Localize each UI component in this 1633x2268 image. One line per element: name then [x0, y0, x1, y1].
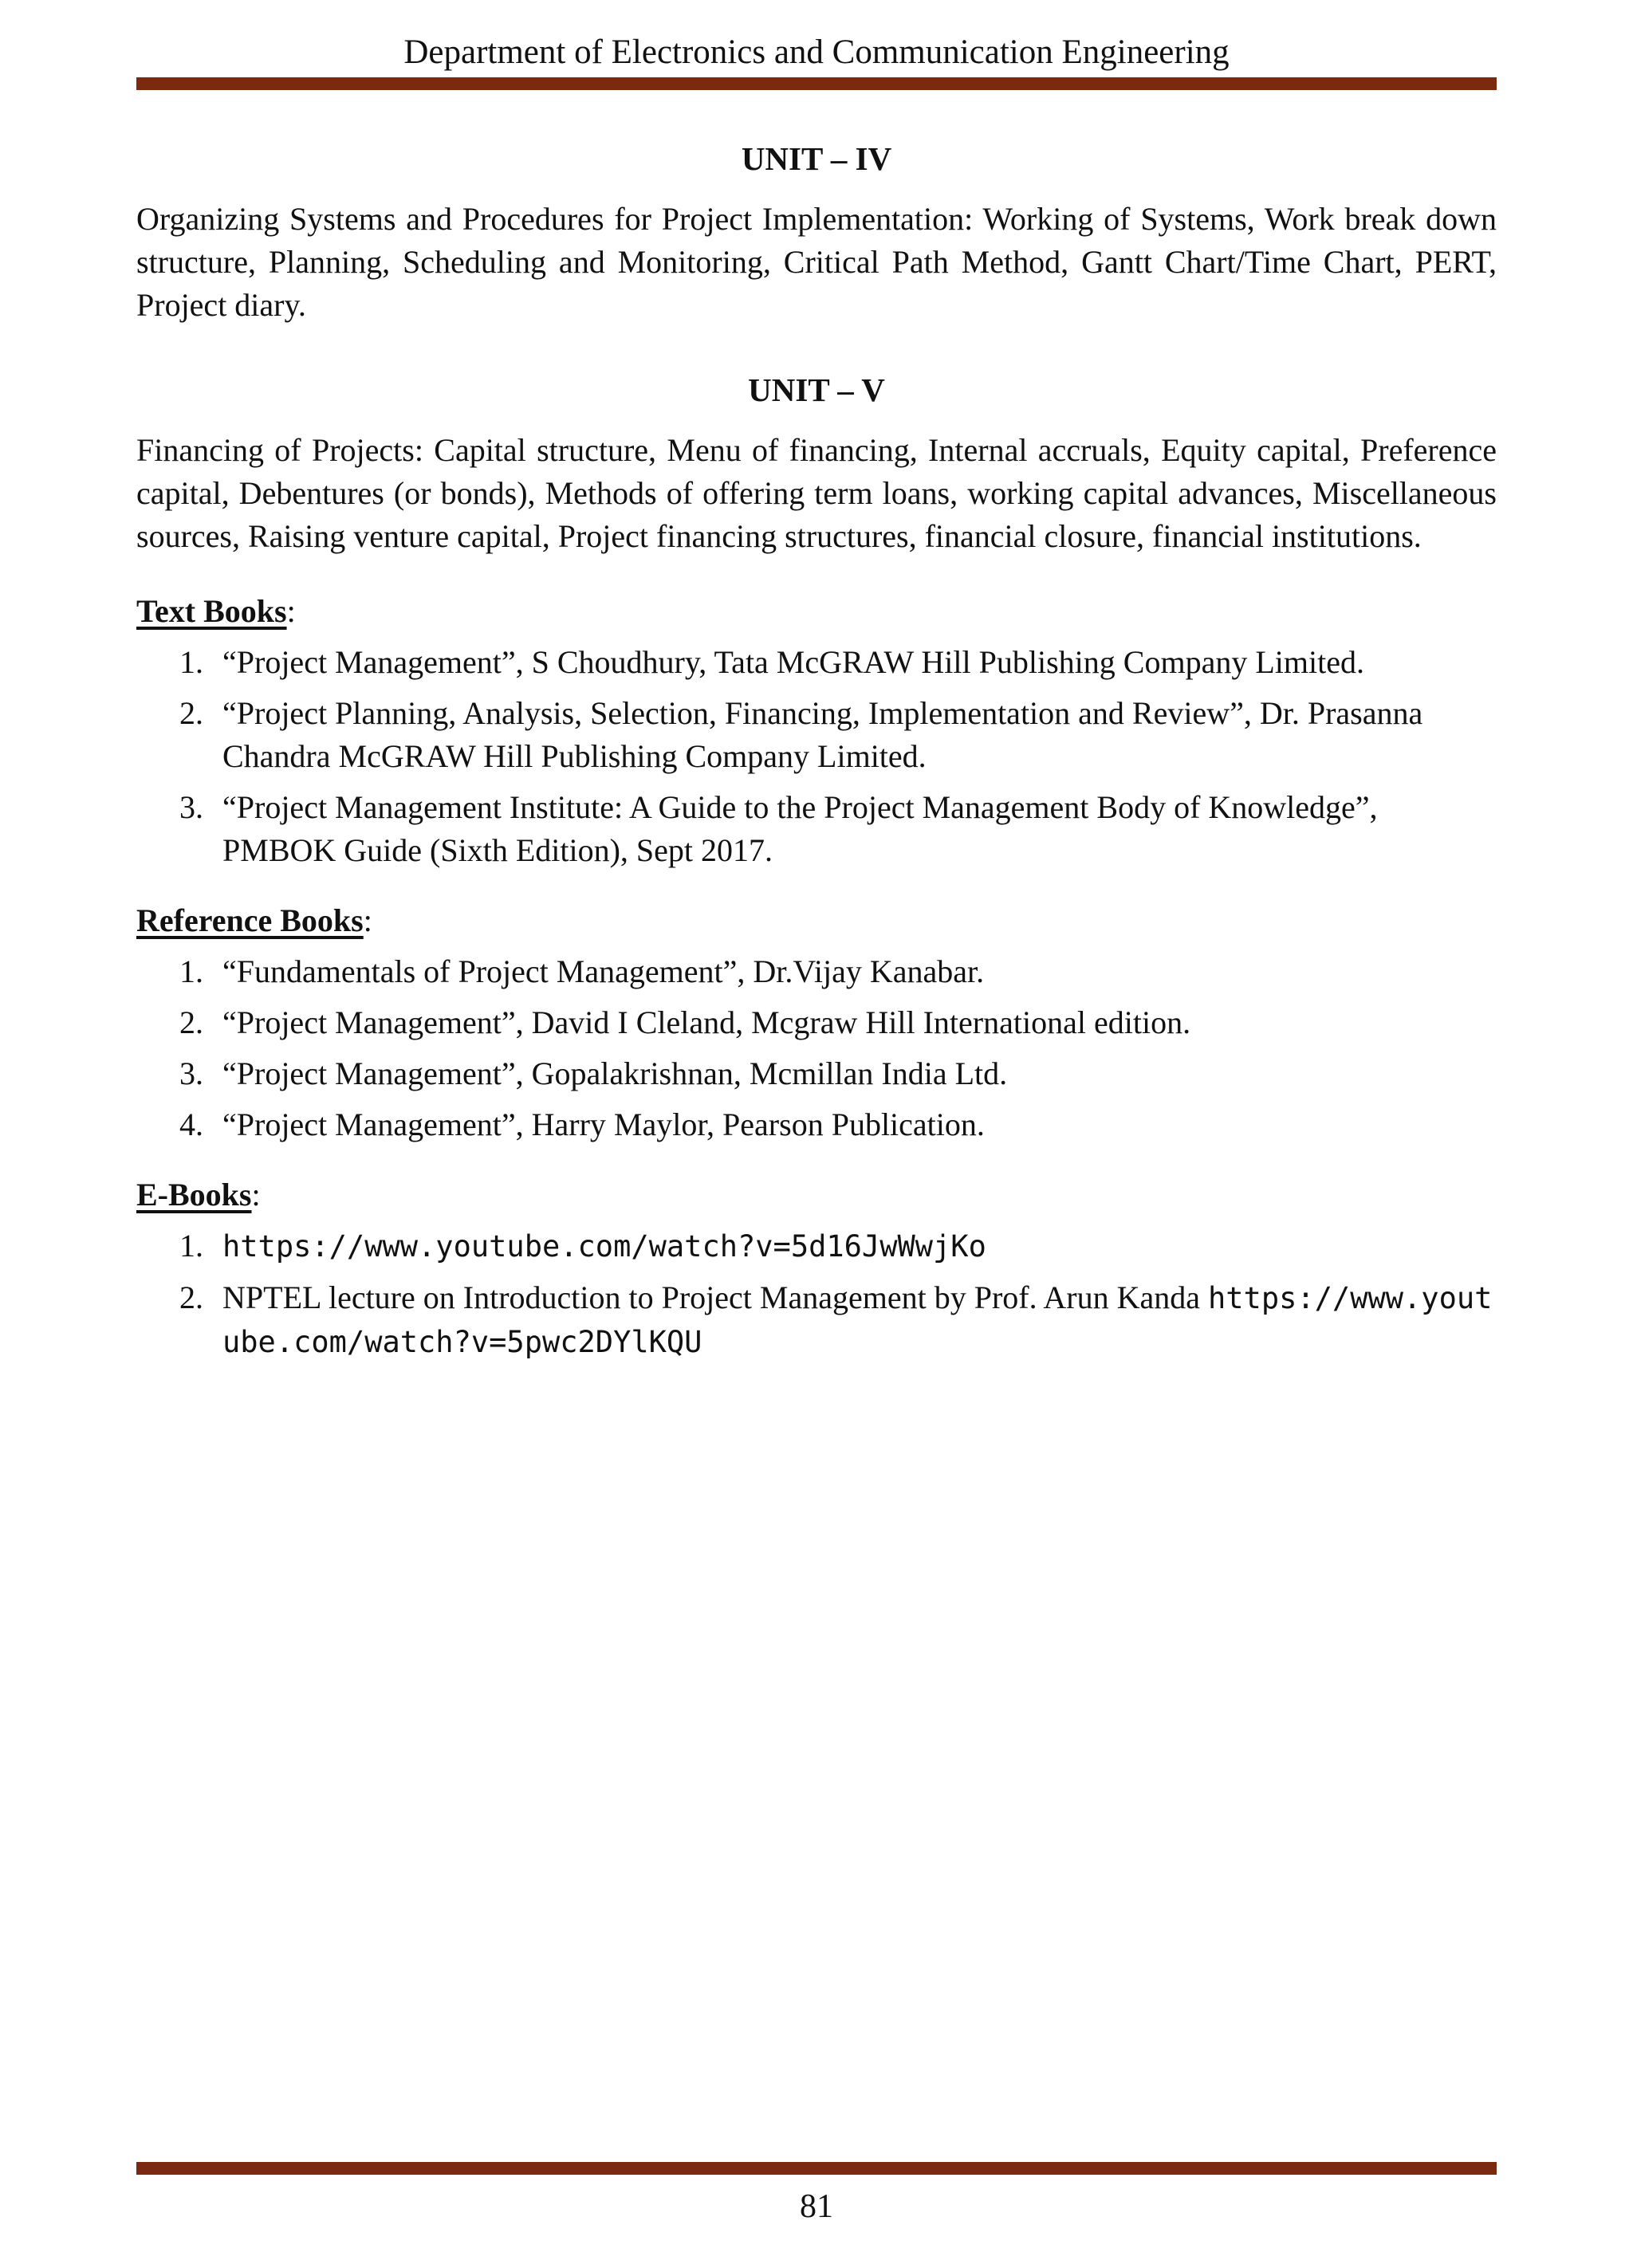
- reference-books-heading: [136, 899, 1497, 942]
- text-books-title: Text Books: [136, 593, 287, 629]
- list-item-text: “Project Management”, Gopalakrishnan, Mcmillan India Ltd.: [222, 1055, 1008, 1091]
- list-item-number: 3.: [179, 789, 203, 825]
- ebooks-title: E-Books: [136, 1177, 252, 1213]
- unit-iv-heading: UNIT – IV: [741, 140, 892, 177]
- list-item-number: 1.: [179, 644, 203, 680]
- list-item-number: 1.: [179, 953, 203, 989]
- ebook-link[interactable]: https://www.youtube.com/watch?v=5pwc2DYlKQU: [222, 1281, 1493, 1359]
- ebooks-heading: [136, 1173, 1497, 1217]
- list-item-text: “Fundamentals of Project Management”, Dr.Vijay Kanabar.: [222, 953, 985, 989]
- page-content: [136, 137, 1497, 1391]
- list-item-number: 2.: [179, 695, 203, 731]
- page-number: 81: [800, 2188, 833, 2225]
- list-item-text: “Project Management”, S Choudhury, Tata McGRAW Hill Publishing Company Limited.: [222, 644, 1364, 680]
- list-item-number: 3.: [179, 1055, 203, 1091]
- unit-v-text: Financing of Projects: Capital structure, Menu of financing, Internal accruals, Equity capital, Preference capital, Debentures (or bonds), Methods of offering term loans, working capital advances, Miscellaneous sources, Raising venture capital, Project financing structures, financial closure, financial institutions.: [136, 432, 1497, 554]
- ebooks-list: [136, 1224, 1497, 1364]
- list-item: [136, 1276, 1497, 1364]
- list-item: [136, 1052, 1497, 1095]
- text-books-list: [136, 641, 1497, 872]
- ebooks-colon: :: [251, 1177, 261, 1213]
- list-item-text: “Project Planning, Analysis, Selection, Financing, Implementation and Review”, Dr. Prasanna Chandra McGRAW Hill Publishing Company Limited.: [222, 695, 1423, 774]
- list-item-number: 2.: [179, 1279, 203, 1315]
- list-item-text: NPTEL lecture on Introduction to Project Management by Prof. Arun Kanda: [222, 1279, 1208, 1315]
- list-item-text: “Project Management”, David I Cleland, Mcgraw Hill International edition.: [222, 1004, 1191, 1040]
- list-item: [136, 950, 1497, 993]
- list-item: [136, 641, 1497, 684]
- list-item: [136, 1224, 1497, 1268]
- list-item: [136, 692, 1497, 778]
- list-item: [136, 786, 1497, 872]
- footer-rule: [136, 2162, 1497, 2175]
- list-item-number: 1.: [179, 1228, 203, 1264]
- reference-books-colon: :: [363, 902, 372, 938]
- page-header: Department of Electronics and Communication Engineering: [403, 33, 1230, 71]
- unit-iv-text: Organizing Systems and Procedures for Project Implementation: Working of Systems, Work break down structure, Planning, Scheduling and Monitoring, Critical Path Method, Gantt Chart/Time Chart, PERT, Project diary.: [136, 201, 1497, 323]
- reference-books-list: [136, 950, 1497, 1146]
- list-item-number: 4.: [179, 1106, 203, 1142]
- list-item: [136, 1001, 1497, 1044]
- list-item-text: “Project Management”, Harry Maylor, Pearson Publication.: [222, 1106, 985, 1142]
- reference-books-title: Reference Books: [136, 902, 364, 938]
- ebook-link[interactable]: https://www.youtube.com/watch?v=5d16JwWwjKo: [222, 1229, 986, 1264]
- text-books-heading: [136, 590, 1497, 633]
- list-item-number: 2.: [179, 1004, 203, 1040]
- list-item-text: “Project Management Institute: A Guide to the Project Management Body of Knowledge”, PMBOK Guide (Sixth Edition), Sept 2017.: [222, 789, 1378, 868]
- text-books-colon: :: [286, 593, 296, 629]
- list-item: [136, 1103, 1497, 1146]
- unit-v-heading: UNIT – V: [748, 371, 885, 408]
- header-rule: [136, 77, 1497, 90]
